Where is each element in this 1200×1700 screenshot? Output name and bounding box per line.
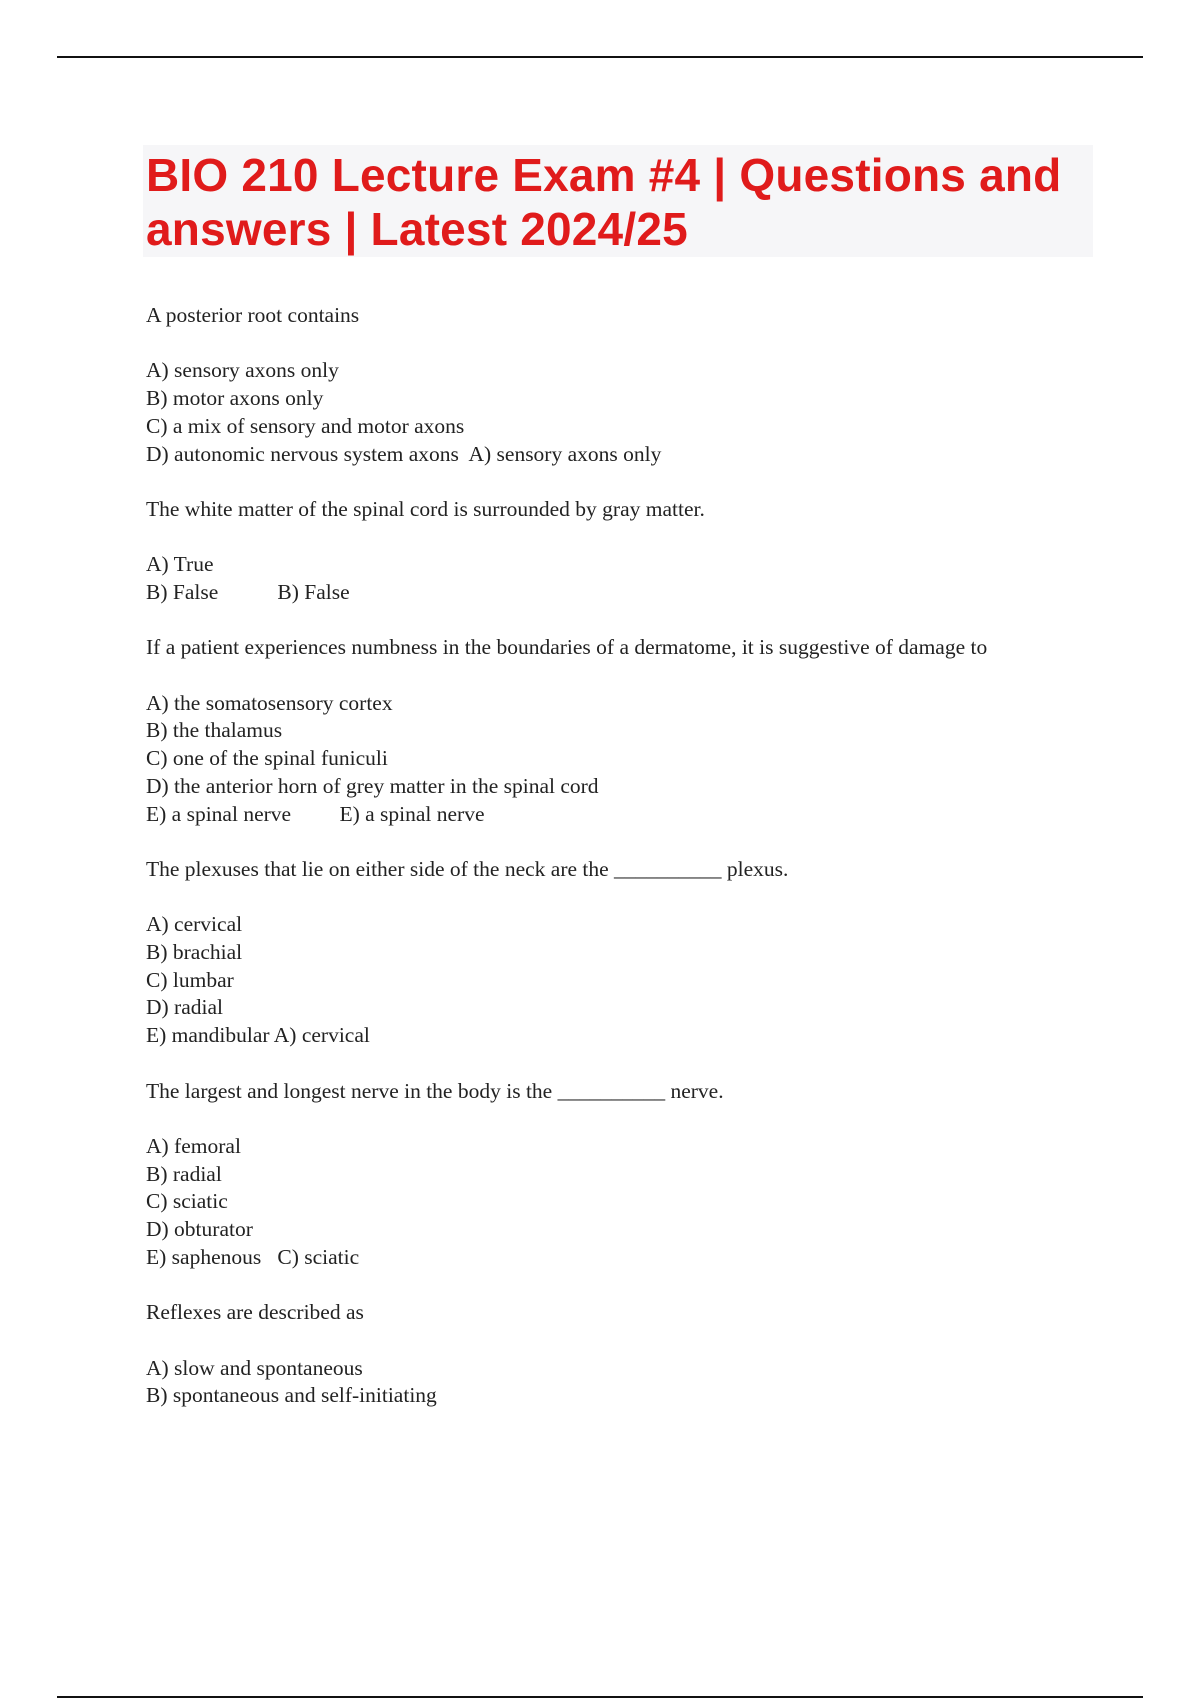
option-list	[146, 551, 1076, 606]
question-text: A posterior root contains	[146, 303, 360, 327]
question-text: If a patient experiences numbness in the boundaries of a dermatome, it is suggestive of damage to	[146, 635, 988, 660]
option-last	[146, 1244, 1076, 1272]
option: B) spontaneous and self-initiating	[146, 1383, 437, 1408]
qa-item	[146, 634, 1076, 828]
option: B) False	[146, 579, 219, 604]
qa-item	[146, 1078, 1076, 1272]
option-list	[146, 1355, 1076, 1410]
option: A) cervical	[146, 912, 243, 937]
answer: C) sciatic	[261, 1244, 360, 1269]
option-list	[146, 911, 1076, 1050]
option-list	[146, 690, 1076, 829]
option: A) the somatosensory cortex	[146, 690, 393, 715]
option-last	[146, 1022, 1076, 1050]
option: A) sensory axons only	[146, 358, 339, 383]
option: D) the anterior horn of grey matter in the spinal cord	[146, 773, 599, 798]
qa-list	[146, 302, 1076, 1438]
top-rule	[57, 56, 1143, 58]
answer: B) False	[218, 579, 350, 604]
qa-item	[146, 856, 1076, 1050]
option: A) slow and spontaneous	[146, 1355, 363, 1380]
option-list	[146, 1133, 1076, 1272]
qa-item	[146, 302, 1076, 468]
option-last	[146, 441, 1076, 469]
option-list	[146, 357, 1076, 468]
question-text: The largest and longest nerve in the body is the __________ nerve.	[146, 1078, 724, 1103]
option: C) sciatic	[146, 1189, 228, 1214]
option: E) a spinal nerve	[146, 801, 292, 826]
option-last	[146, 579, 1076, 607]
option: C) a mix of sensory and motor axons	[146, 413, 465, 438]
question-text: The plexuses that lie on either side of the neck are the __________ plexus.	[146, 856, 789, 881]
answer: A) cervical	[269, 1023, 370, 1048]
option: A) femoral	[146, 1133, 241, 1158]
option: B) motor axons only	[146, 386, 324, 411]
option: D) radial	[146, 995, 224, 1020]
option: E) mandibular	[146, 1023, 270, 1048]
option: C) one of the spinal funiculi	[146, 746, 388, 771]
option-last	[146, 801, 1076, 829]
option: A) True	[146, 552, 214, 577]
bottom-rule	[57, 1696, 1143, 1698]
option: B) radial	[146, 1161, 222, 1186]
answer: E) a spinal nerve	[291, 801, 485, 826]
answer: A) sensory axons only	[458, 441, 662, 466]
option: B) the thalamus	[146, 718, 283, 743]
option: B) brachial	[146, 940, 243, 965]
qa-item	[146, 1299, 1076, 1410]
question-text: Reflexes are described as	[146, 1300, 364, 1325]
option: E) saphenous	[146, 1244, 262, 1269]
option: C) lumbar	[146, 967, 234, 992]
page-title: BIO 210 Lecture Exam #4 | Questions and answers | Latest 2024/25	[146, 149, 1062, 255]
option: D) autonomic nervous system axons	[146, 441, 459, 466]
question-text: The white matter of the spinal cord is surrounded by gray matter.	[146, 496, 705, 521]
option: D) obturator	[146, 1217, 253, 1242]
qa-item	[146, 496, 1076, 607]
